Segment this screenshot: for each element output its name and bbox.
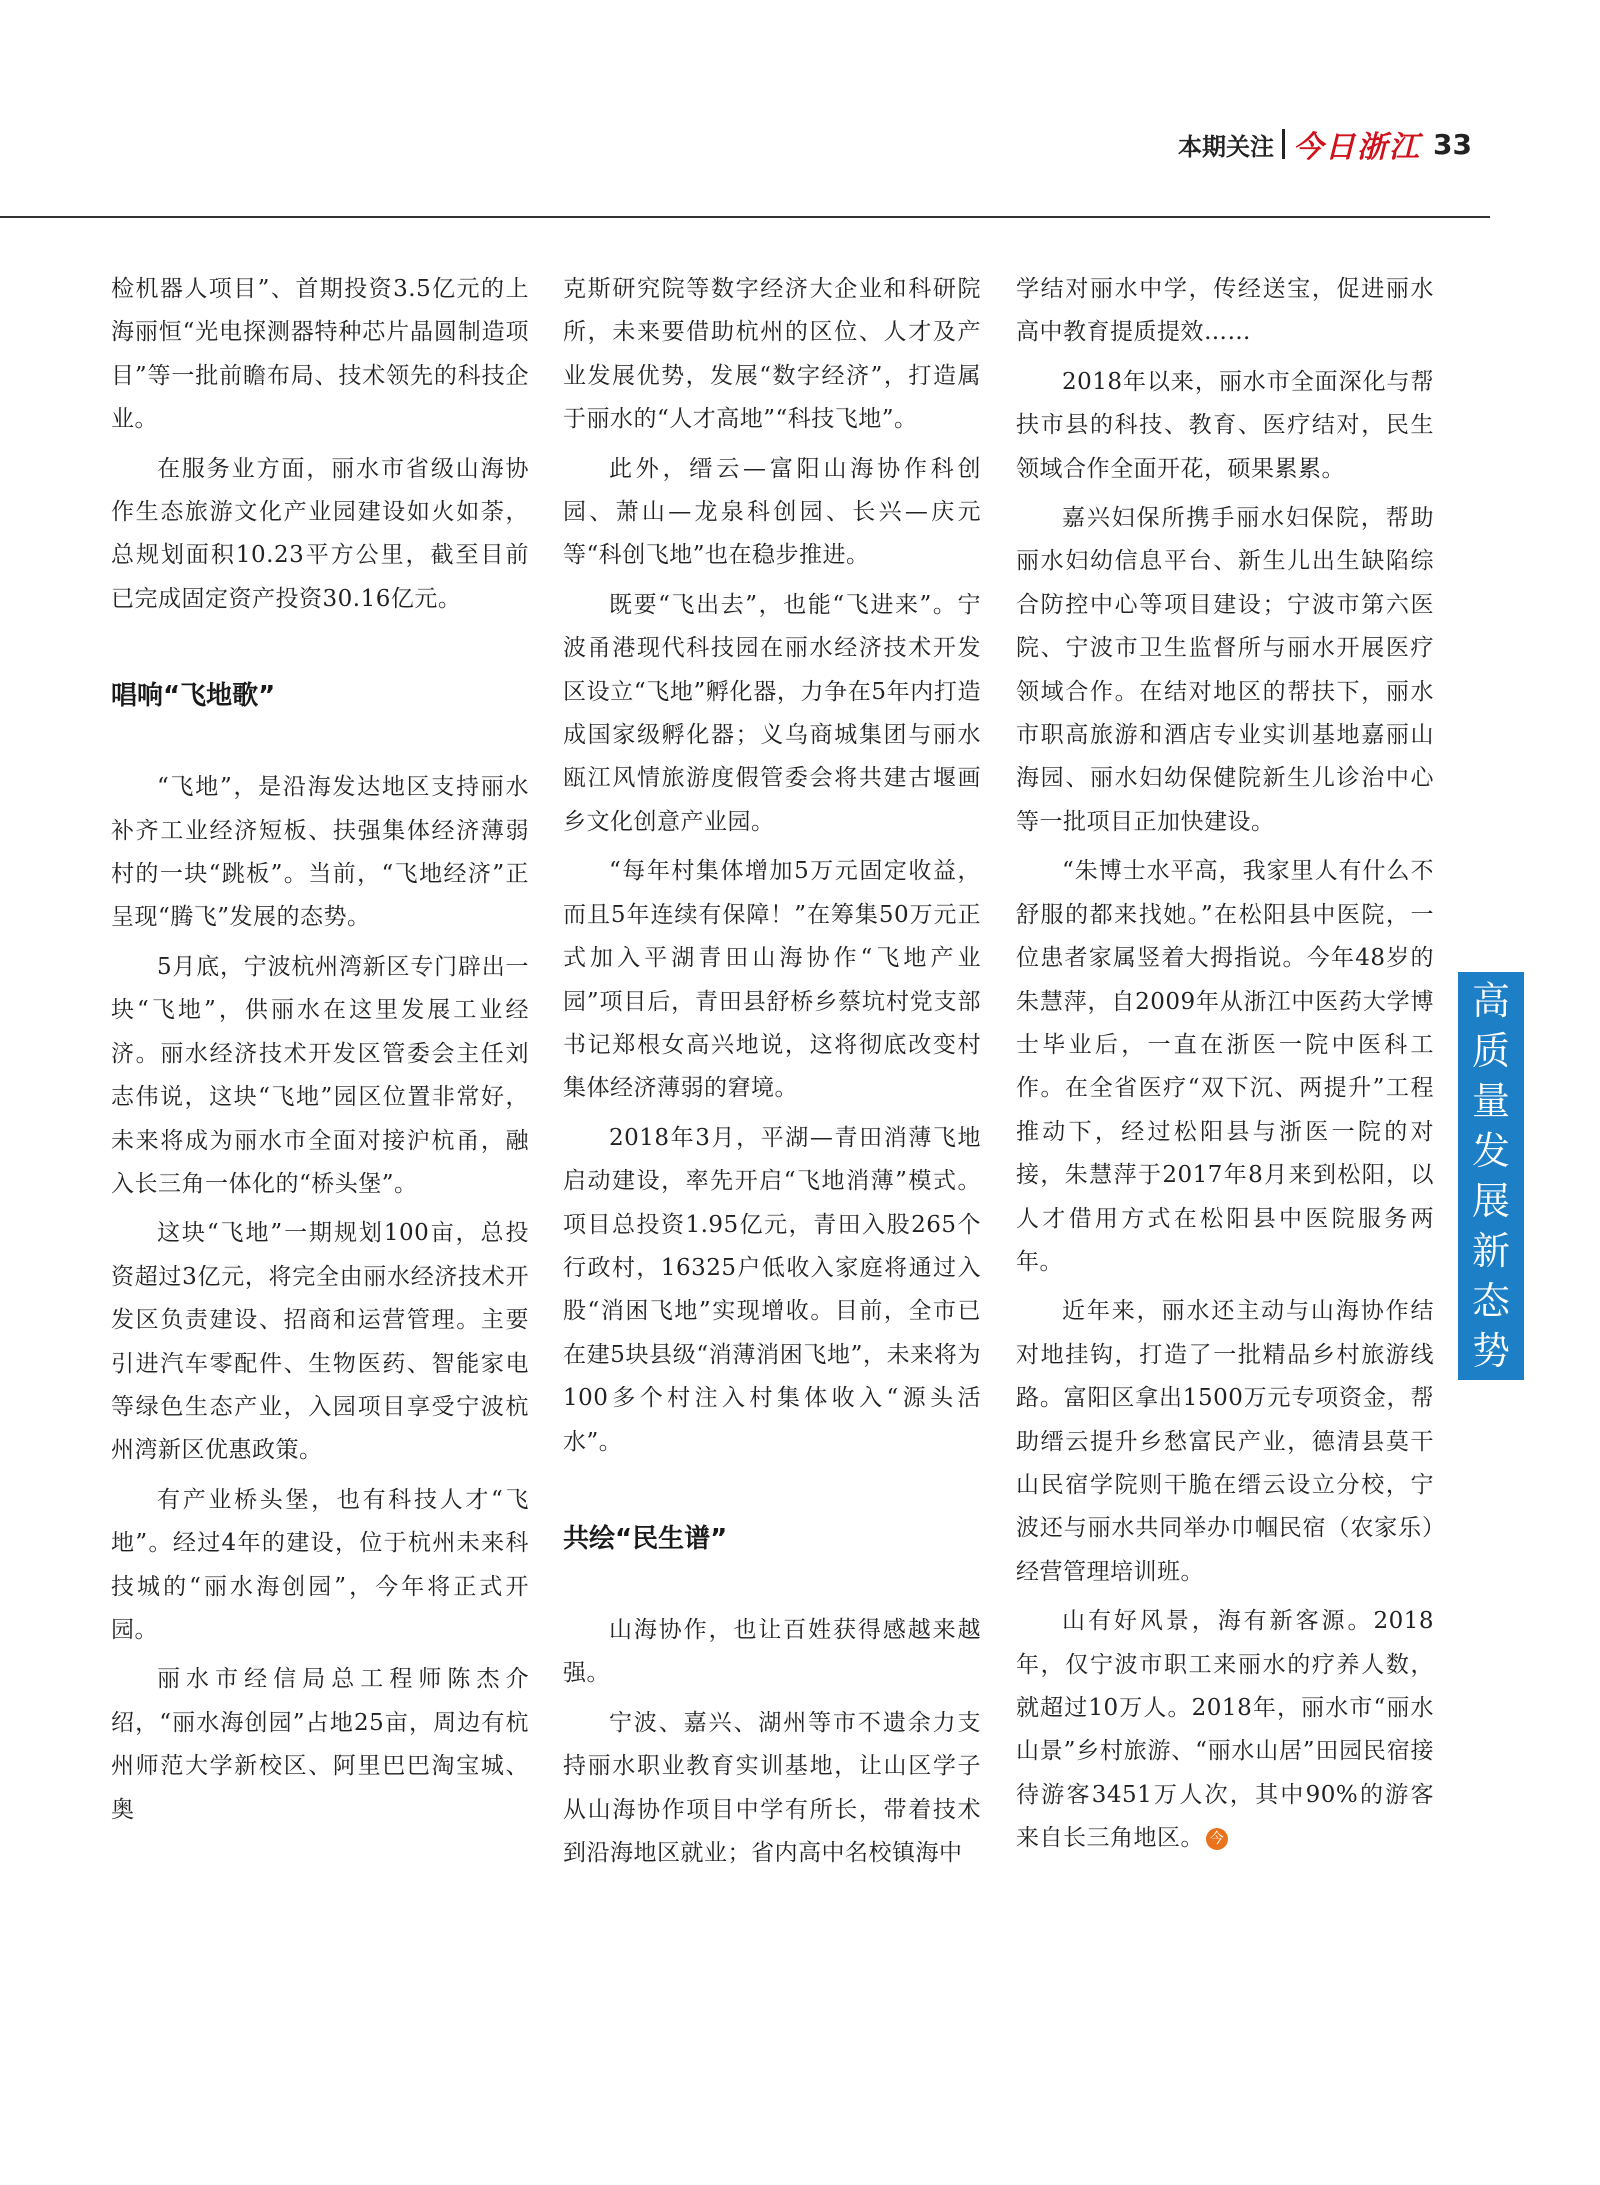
paragraph-final: [1016, 1600, 1434, 1860]
paragraph: 在服务业方面，丽水市省级山海协作生态旅游文化产业园建设如火如荼，总规划面积10.23平方公里，截至目前已完成固定资产投资30.16亿元。: [111, 455, 529, 612]
paragraph: 宁波、嘉兴、湖州等市不遗余力支持丽水职业教育实训基地，让山区学子从山海协作项目中学有所长，带着技术到沿海地区就业；省内高中名校镇海中: [563, 1709, 981, 1866]
paragraph: 学结对丽水中学，传经送宝，促进丽水高中教育提质提效……: [1016, 276, 1434, 346]
paragraph: 5月底，宁波杭州湾新区专门辟出一块“飞地”，供丽水在这里发展工业经济。丽水经济技术开发区管委会主任刘志伟说，这块“飞地”园区位置非常好，未来将成为丽水市全面对接沪杭甬，融入长三角一体化的“桥头堡”。: [111, 953, 529, 1197]
subheading: 共绘“民生谱”: [563, 1523, 728, 1554]
side-tab-char: 新: [1471, 1229, 1510, 1273]
paragraph-text: 山有好风景，海有新客源。2018年，仅宁波市职工来丽水的疗养人数，就超过10万人。2018年，丽水市“丽水山景”乡村旅游、“丽水山居”田园民宿接待游客3451万人次，其中90%的游客来自长三角地区。: [1016, 1608, 1434, 1852]
paragraph: 2018年3月，平湖—青田消薄飞地启动建设，率先开启“飞地消薄”模式。项目总投资1.95亿元，青田入股265个行政村，16325户低收入家庭将通过入股“消困飞地”实现增收。目前，全市已在建5块县级“消薄消困飞地”，未来将为100多个村注入村集体收入“源头活水”。: [563, 1124, 981, 1455]
paragraph: “飞地”，是沿海发达地区支持丽水补齐工业经济短板、扶强集体经济薄弱村的一块“跳板”。当前，“飞地经济”正呈现“腾飞”发展的态势。: [111, 774, 529, 931]
paragraph: 这块“飞地”一期规划100亩，总投资超过3亿元，将完全由丽水经济技术开发区负责建设、招商和运营管理。主要引进汽车零配件、生物医药、智能家电等绿色生态产业，入园项目享受宁波杭州湾新区优惠政策。: [111, 1220, 529, 1464]
paragraph: 有产业桥头堡，也有科技人才“飞地”。经过4年的建设，位于杭州未来科技城的“丽水海创园”，今年将正式开园。: [111, 1486, 529, 1643]
header-divider: [1282, 129, 1285, 159]
end-mark-icon: 今: [1206, 1828, 1228, 1850]
article-column-3: [1016, 268, 1434, 1867]
page-number: 33: [1433, 127, 1472, 161]
paragraph: 2018年以来，丽水市全面深化与帮扶市县的科技、教育、医疗结对，民生领域合作全面开花，硕果累累。: [1016, 368, 1434, 482]
side-tab-char: 质: [1471, 1029, 1510, 1073]
section-side-tab: [1458, 972, 1524, 1380]
paragraph: 近年来，丽水还主动与山海协作结对地挂钩，打造了一批精品乡村旅游线路。富阳区拿出1500万元专项资金，帮助缙云提升乡愁富民产业，德清县莫干山民宿学院则干脆在缙云设立分校，宁波还与丽水共同举办巾帼民宿（农家乐）经营管理培训班。: [1016, 1298, 1434, 1585]
side-tab-char: 展: [1471, 1179, 1510, 1223]
paragraph: 嘉兴妇保所携手丽水妇保院，帮助丽水妇幼信息平台、新生儿出生缺陷综合防控中心等项目建设；宁波市第六医院、宁波市卫生监督所与丽水开展医疗领域合作。在结对地区的帮扶下，丽水市职高旅游和酒店专业实训基地嘉丽山海园、丽水妇幼保健院新生儿诊治中心等一批项目正加快建设。: [1016, 505, 1434, 835]
paragraph: 检机器人项目”、首期投资3.5亿元的上海丽恒“光电探测器特种芯片晶圆制造项目”等一批前瞻布局、技术领先的科技企业。: [111, 276, 529, 433]
side-tab-char: 量: [1471, 1079, 1510, 1123]
page-header: [1178, 122, 1472, 166]
magazine-logo: 今日浙江: [1293, 130, 1422, 165]
article-column-2: [563, 268, 981, 1881]
article-column-1: [111, 268, 529, 1838]
header-rule: [0, 216, 1490, 218]
side-tab-char: 发: [1471, 1129, 1510, 1173]
side-tab-char: 高: [1471, 979, 1510, 1023]
side-tab-char: 态: [1471, 1279, 1510, 1323]
paragraph: “朱博士水平高，我家里人有什么不舒服的都来找她。”在松阳县中医院，一位患者家属竖着大拇指说。今年48岁的朱慧萍，自2009年从浙江中医药大学博士毕业后，一直在浙医一院中医科工作。在全省医疗“双下沉、两提升”工程推动下，经过松阳县与浙医一院的对接，朱慧萍于2017年8月来到松阳，以人才借用方式在松阳县中医院服务两年。: [1016, 858, 1434, 1275]
subheading: 唱响“飞地歌”: [111, 681, 276, 712]
side-tab-char: 势: [1471, 1329, 1510, 1373]
paragraph: 此外，缙云—富阳山海协作科创园、萧山—龙泉科创园、长兴—庆元等“科创飞地”也在稳步推进。: [563, 455, 981, 569]
section-label: 本期关注: [1178, 132, 1275, 161]
paragraph: 丽水市经信局总工程师陈杰介绍，“丽水海创园”占地25亩，周边有杭州师范大学新校区、阿里巴巴淘宝城、奥: [111, 1666, 529, 1823]
paragraph: 山海协作，也让百姓获得感越来越强。: [563, 1616, 981, 1687]
paragraph: “每年村集体增加5万元固定收益，而且5年连续有保障！”在筹集50万元正式加入平湖青田山海协作“飞地产业园”项目后，青田县舒桥乡蔡坑村党支部书记郑根女高兴地说，这将彻底改变村集体经济薄弱的窘境。: [563, 858, 981, 1102]
paragraph: 克斯研究院等数字经济大企业和科研院所，未来要借助杭州的区位、人才及产业发展优势，发展“数字经济”，打造属于丽水的“人才高地”“科技飞地”。: [563, 276, 981, 433]
paragraph: 既要“飞出去”，也能“飞进来”。宁波甬港现代科技园在丽水经济技术开发区设立“飞地”孵化器，力争在5年内打造成国家级孵化器；义乌商城集团与丽水瓯江风情旅游度假管委会将共建古堰画乡文化创意产业园。: [563, 591, 981, 835]
